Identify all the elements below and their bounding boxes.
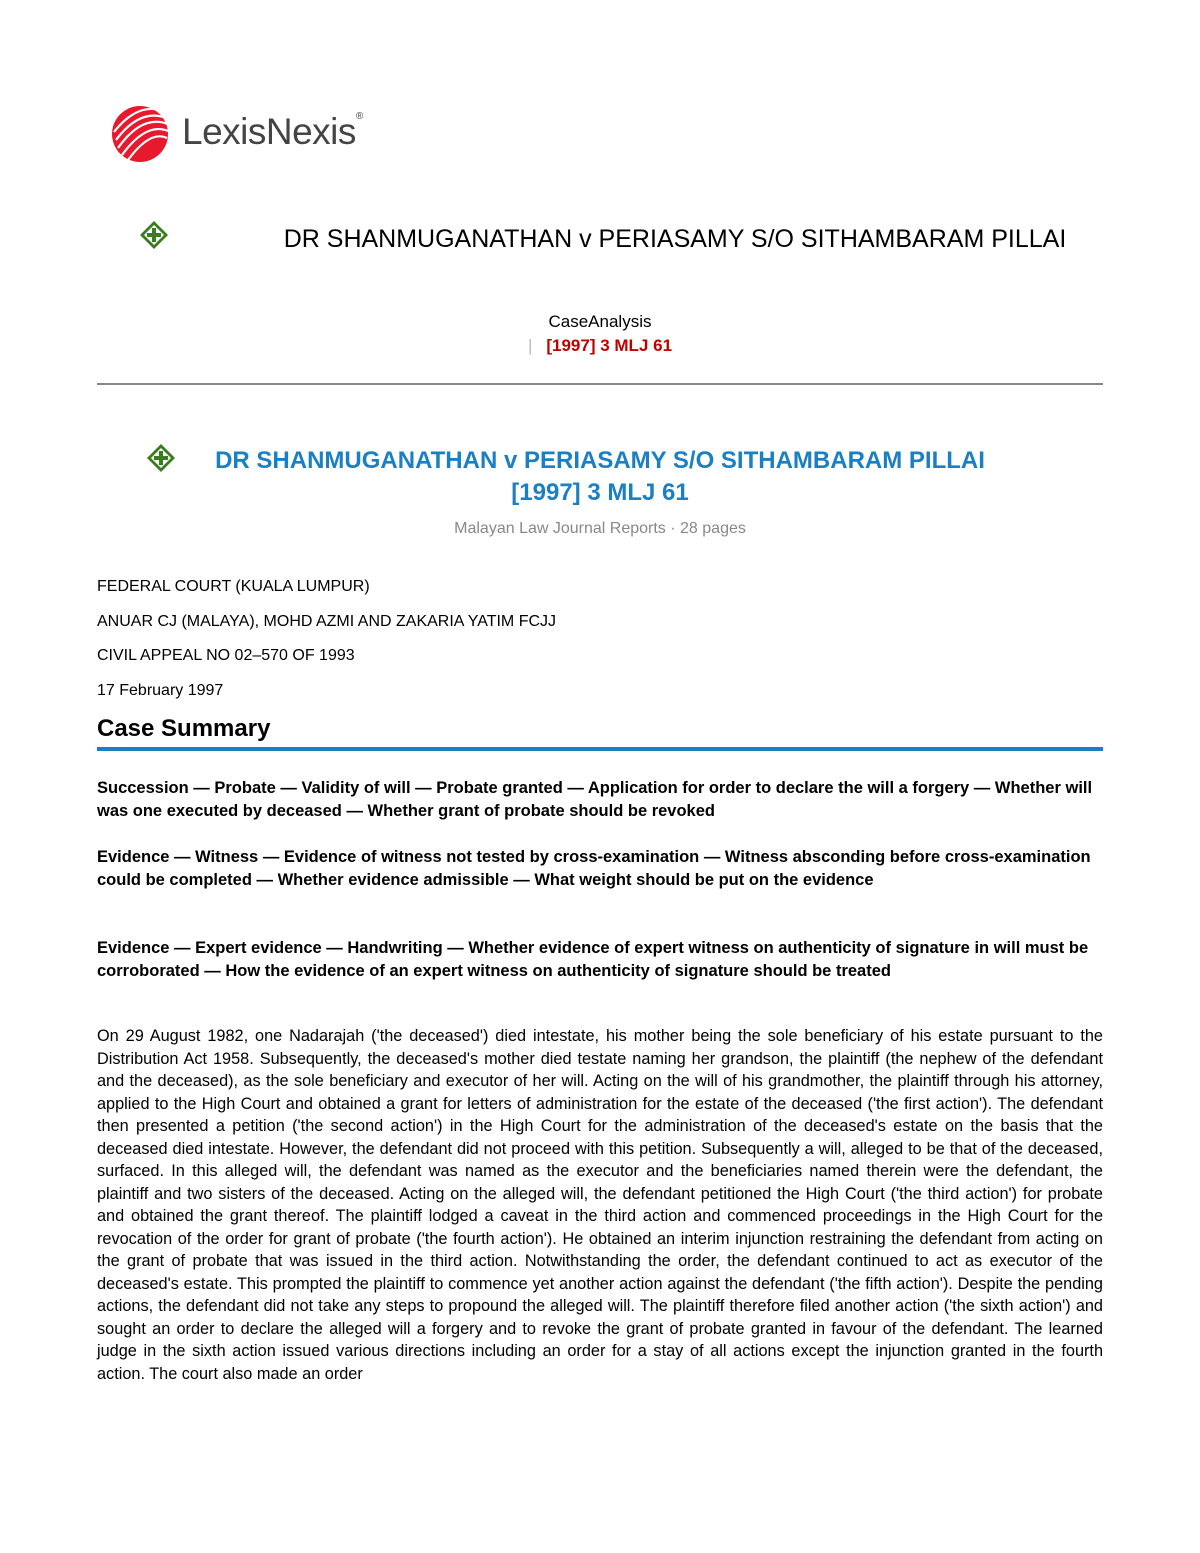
header-subtitle: CaseAnalysis — [548, 312, 652, 331]
citation-separator: | — [527, 336, 533, 355]
decision-date: 17 February 1997 — [97, 682, 224, 699]
appeal-number: CIVIL APPEAL NO 02–570 OF 1993 — [97, 647, 355, 664]
publication-info: Malayan Law Journal Reports · 28 pages — [454, 520, 746, 537]
green-diamond-plus-icon — [139, 220, 169, 250]
lexisnexis-logo-icon — [110, 100, 174, 164]
section-heading-case-summary: Case Summary — [97, 715, 271, 742]
catchword-paragraph: Succession — Probate — Validity of will — Probate granted — Application for order to declare the will a forgery — Whether will was one executed by deceased — Whether grant of probate should be revoked — [97, 779, 1093, 820]
summary-body: On 29 August 1982, one Nadarajah ('the deceased') died intestate, his mother being the sole beneficiary of his estate pursuant to the Distribution Act 1958. Subsequently, the deceased's mother died testate naming her grandson, the plaintiff (the nephew of the defendant and the deceased), as the sole beneficiary and executor of her will. Acting on the will of his grandmother, the plaintiff through his attorney, applied to the High Court and obtained a grant for letters of administration for the estate of the deceased ('the first action'). The defendant then presented a petition ('the second action') in the High Court for the administration of the deceased's estate on the basis that the deceased died intestate. However, the defendant did not proceed with this petition. Subsequently a will, alleged to be that of the deceased, surfaced. In this alleged will, the defendant was named as the executor and the beneficiaries named therein were the defendant, the plaintiff and two sisters of the deceased. Acting on the alleged will, the defendant petitioned the High Court ('the third action') for probate and obtained the grant thereof. The plaintiff lodged a caveat in the third action and commenced proceedings in the High Court for the revocation of the order for grant of probate ('the fourth action'). He obtained an interim injunction restraining the defendant from acting on the grant of probate that was issued in the third action. Notwithstanding the order, the defendant continued to act as executor of the deceased's estate. This prompted the plaintiff to commence yet another action against the defendant ('the fifth action'). Despite the pending actions, the defendant did not take any steps to propound the alleged will. The plaintiff therefore filed another action ('the sixth action') and sought an order to declare the alleged will a forgery and to revoke the grant of probate granted in favour of the defendant. The learned judge in the sixth action issued various directions including an order for a stay of all actions except the injunction granted in the fourth action. The court also made an order — [97, 1027, 1103, 1383]
logo-text: LexisNexis® — [182, 111, 363, 152]
catchword-paragraph: Evidence — Witness — Evidence of witness not tested by cross-examination — Witness absconding before cross-examination could be completed — Whether evidence admissible — What weight should be put on the evidence — [97, 848, 1091, 889]
court-name: FEDERAL COURT (KUALA LUMPUR) — [97, 578, 370, 595]
lexisnexis-logo — [110, 100, 363, 164]
judges: ANUAR CJ (MALAYA), MOHD AZMI AND ZAKARIA YATIM FCJJ — [97, 613, 557, 630]
section-divider — [97, 747, 1103, 751]
case-title-text: DR SHANMUGANATHAN v PERIASAMY S/O SITHAMBARAM PILLAI — [215, 447, 985, 474]
header-title: DR SHANMUGANATHAN v PERIASAMY S/O SITHAMBARAM PILLAI — [283, 225, 1067, 253]
case-citation: [1997] 3 MLJ 61 — [511, 479, 689, 506]
case-title — [97, 445, 1103, 509]
header-citation — [0, 336, 1200, 356]
header-citation-text: [1997] 3 MLJ 61 — [546, 336, 673, 355]
catchword-paragraph: Evidence — Expert evidence — Handwriting — Whether evidence of expert witness on authenticity of signature in will must be corroborated — How the evidence of an expert witness on authenticity of signature should be treated — [97, 939, 1089, 980]
header-divider — [97, 383, 1103, 385]
